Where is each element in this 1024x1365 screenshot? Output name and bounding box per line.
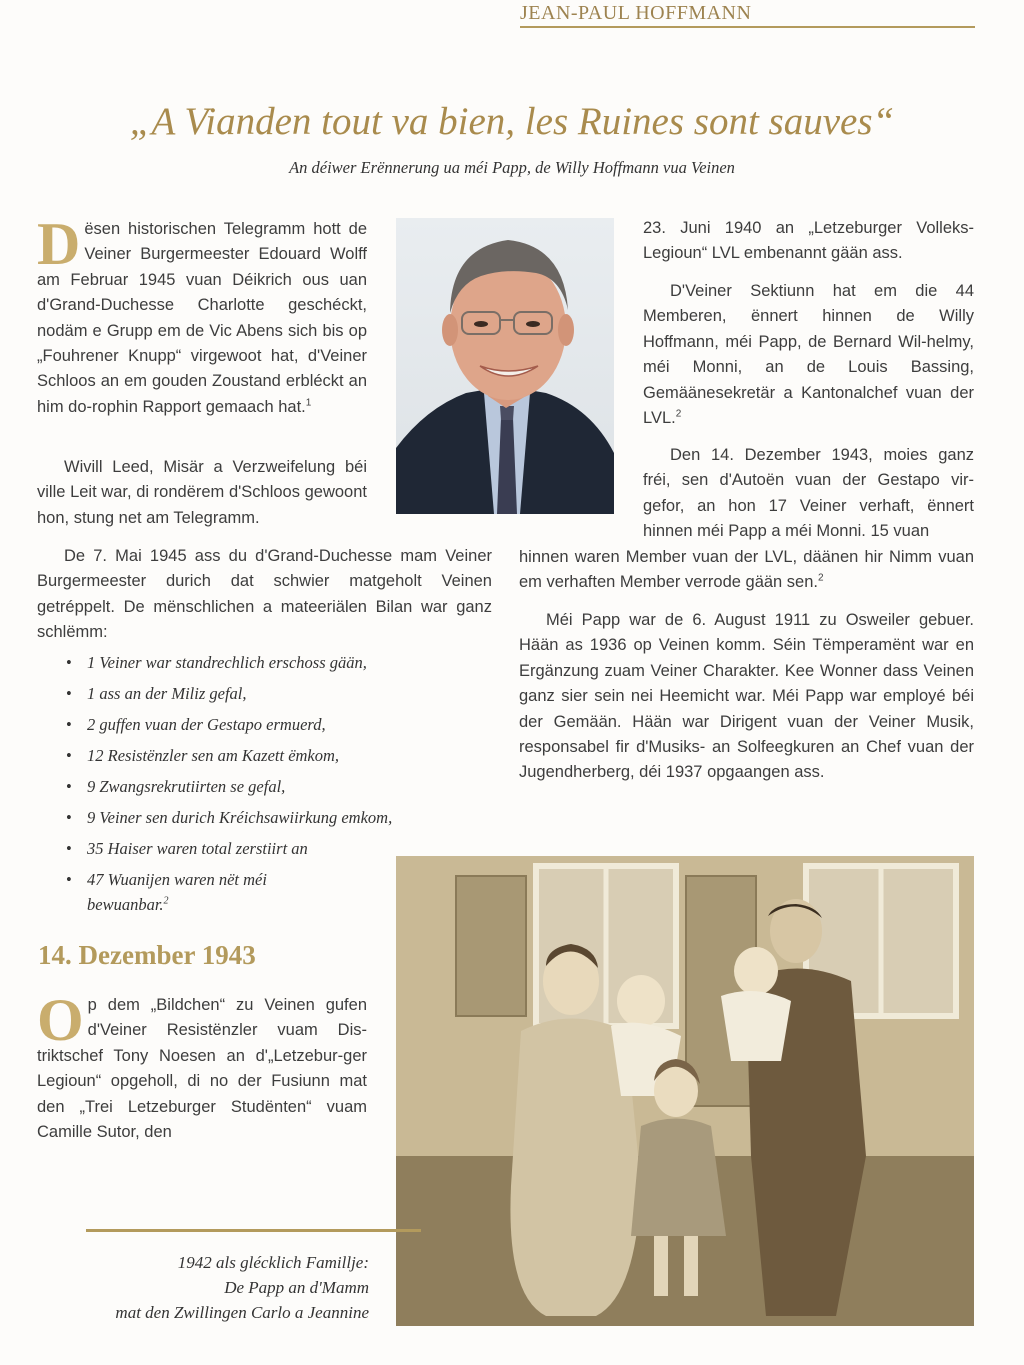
family-photo-illustration [396, 856, 974, 1326]
article-title: „A Vianden tout va bien, les Ruines sont sauves“ [129, 100, 895, 143]
paragraph-23-juni: 23. Juni 1940 an „Letzeburger Volleks-Legioun“ LVL embenannt gään ass. [643, 219, 974, 263]
caption-rule [86, 1229, 421, 1232]
footnote-ref: 2 [675, 408, 682, 420]
paragraph-mei-papp: Méi Papp war de 6. August 1911 zu Osweiler gebuer. Hään as 1936 op Veinen komm. Séin Tëmperamënt war en Ergänzung zuam Veiner Charakter. Kee Wonner dass Veinen ganz sier sein nei Heemicht war. Méi Papp war employé béi der Gemään. Hään war Dirigent vuan der Veiner Musik, responsabel fir d'Musiks- an Solfeegkuren an Chef vuan der Jugendherberg, déi 1937 opgaangen ass. [519, 611, 974, 782]
caption-line: 1942 als glécklich Famillje: [177, 1253, 369, 1272]
photo-caption [60, 1250, 369, 1325]
paragraph-wivill: Wivill Leed, Misär a Verzweifelung béi ville Leit war, di rondërem d'Schloos gewoont hon, stung net am Telegramm. [37, 458, 367, 527]
paragraph-bildchen: Op dem „Bildchen“ zu Veinen gufen d'Veiner Resistënzler vuam Dis-triktschef Tony Noesen an d'„Letzebur-ger Legioun“ opgeholl, di no der Fusiunn mat den „Trei Letzeburger Studënten“ vuam Camille Sutor, den [37, 987, 367, 1142]
list-item: • 1 ass an der Miliz gefal, [64, 681, 454, 706]
list-item: • 9 Zwangsrekrutiirten se gefal, [64, 774, 454, 799]
article-subtitle: An déiwer Erënnerung ua méi Papp, de Willy Hoffmann vua Veinen [289, 158, 735, 177]
paragraph-7-mai: De 7. Mai 1945 ass du d'Grand-Duchesse mam Veiner Burgermeester durich dat schwier matgeholt Veinen getréppelt. De mënschlichen a mateeriälen Bilan war ganz schlëmm: [37, 547, 492, 642]
list-item: • 35 Haiser waren total zerstiirt an [64, 836, 454, 861]
caption-line: De Papp an d'Mamm [224, 1278, 369, 1297]
portrait-illustration [396, 218, 614, 514]
dropcap-o: O [37, 987, 84, 1053]
paragraph-14-dezember: Den 14. Dezember 1943, moies ganz fréi, sen d'Autoën vuan der Gestapo vir-gefor, an hon 17 Veiner verhaft, ënnert hinnen méi Papp a méi Monni. 15 vuan [643, 446, 974, 541]
section-heading: 14. Dezember 1943 [38, 940, 256, 970]
list-item: • 1 Veiner war standrechlich erschoss gään, [64, 650, 454, 675]
list-item: • 47 Wuanijen waren nët méi bewuanbar.$^2$ [64, 867, 302, 917]
footnote-ref: 2 [818, 572, 824, 584]
portrait-photo [396, 218, 614, 514]
footnote-ref: 1 [305, 397, 312, 409]
paragraph-intro: Dësen historischen Telegramm hott de Veiner Burgermeester Edouard Wolff am Februar 1945 vuan Déikrich ous uan d'Grand-Duchesse Charlotte geschéckt, nodäm e Grupp em de Vic Abens sich bis op „Fouhrener Knupp“ virgewoot hat, d'Veiner Schloos an em gouden Zoustand erbléckt an him do-rophin Rapport gemaach hat.$^1$ [37, 211, 367, 416]
list-item: • 2 guffen vuan der Gestapo ermuerd, [64, 712, 454, 737]
author-header: JEAN-PAUL HOFFMANN [520, 2, 975, 28]
list-item: • 9 Veiner sen durich Kréichsawiirkung emkom, [64, 805, 454, 830]
paragraph-sektiunn: D'Veiner Sektiunn hat em die 44 Memberen, ënnert hinnen de Willy Hoffmann, méi Papp, de Bernard Wil-helmy, méi Monni, an de Louis Bassing, Gemäänesekretär a Kantonalchef vuan der LVL.$^2$ [643, 282, 974, 428]
footnote-ref: 2 [163, 895, 169, 907]
dropcap-d: D [37, 211, 81, 277]
paragraph-14-dezember-cont: hinnen waren Member vuan der LVL, däänen hir Nimm vuan em verhaften Member verrode gään sen.$^2$ [519, 548, 974, 592]
list-item: • 12 Resistënzler sen am Kazett ëmkom, [64, 743, 454, 768]
family-photo [396, 856, 974, 1326]
caption-line: mat den Zwillingen Carlo a Jeannine [115, 1303, 369, 1322]
